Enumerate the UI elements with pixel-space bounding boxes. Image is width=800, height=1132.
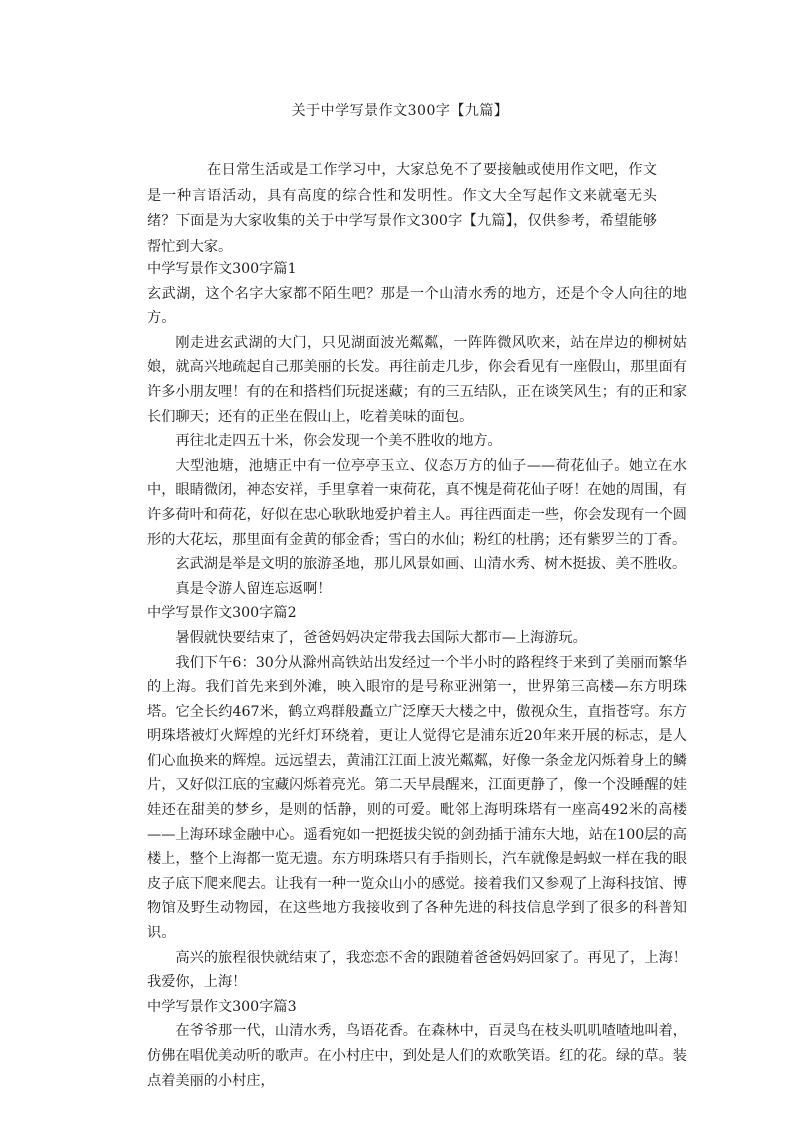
section-paragraph: 刚走进玄武湖的大门，只见湖面波光粼粼，一阵阵微风吹来，站在岸边的柳树姑娘，就高兴地疏起自己那美丽的长发。再往前走几步，你会看见有一座假山，那里面有许多小朋友哩！有的在和搭档们玩捉迷藏；有的三五结队，正在谈笑风生；有的正和家长们聊天；还有的正坐在假山上，吃着美味的面包。 bbox=[147, 334, 687, 425]
document-body bbox=[147, 257, 687, 1093]
section-paragraph: 玄武湖，这个名字大家都不陌生吧？那是一个山清水秀的地方，还是个令人向往的地方。 bbox=[147, 285, 687, 327]
intro-paragraph: 在日常生活或是工作学习中，大家总免不了要接触或使用作文吧，作文是一种言语活动，具有高度的综合性和发明性。作文大全写起作文来就毫无头绪？下面是为大家收集的关于中学写景作文300字【九篇】，仅供参考，希望能够帮忙到大家。 bbox=[147, 162, 657, 255]
document-title: 关于中学写景作文300字【九篇】 bbox=[291, 103, 509, 119]
section-paragraph: 玄武湖是举是文明的旅游圣地，那儿风景如画、山清水秀、树木挺拔、美不胜收。 bbox=[175, 556, 687, 573]
section-heading: 中学写景作文300字篇2 bbox=[147, 605, 297, 622]
section-paragraph: 高兴的旅程很快就结束了，我恋恋不舍的跟随着爸爸妈妈回家了。再见了，上海！我爱你，上海！ bbox=[147, 949, 687, 991]
section-paragraph: 我们下午6：30分从滁州高铁站出发经过一个半小时的路程终于来到了美丽而繁华的上海。我们首先来到外滩，映入眼帘的是号称亚洲第一，世界第三高楼—东方明珠塔。它全长约467米，鹤立鸡群般矗立广泛摩天大楼之中，傲视众生，直指苍穹。东方明珠塔被灯火辉煌的光纤灯环绕着，更让人觉得它是浦东近20年来开展的标志，是人们心血换来的辉煌。远远望去，黄浦江江面上波光粼粼，好像一条金龙闪烁着身上的鳞片，又好似江底的宝藏闪烁着亮光。第二天早晨醒来，江面更静了，像一个没睡醒的娃娃还在甜美的梦乡，是则的恬静，则的可爱。毗邻上海明珠塔有一座高492米的高楼——上海环球金融中心。遥看宛如一把挺拔尖锐的剑劲插于浦东大地，站在100层的高楼上，整个上海都一览无遗。东方明珠塔只有手指则长，汽车就像是蚂蚁一样在我的眼皮子底下爬来爬去。让我有一种一览众山小的感觉。接着我们又参观了上海科技馆、博物馆及野生动物园，在这些地方我接收到了各种先进的科技信息学到了很多的科普知识。 bbox=[147, 654, 687, 942]
section-heading: 中学写景作文300字篇3 bbox=[147, 998, 297, 1015]
section-paragraph: 再往北走四五十米，你会发现一个美不胜收的地方。 bbox=[175, 433, 502, 450]
section-paragraph: 暑假就快要结束了，爸爸妈妈决定带我去国际大都市—上海游玩。 bbox=[175, 629, 587, 646]
section-paragraph: 真是令游人留连忘返啊！ bbox=[175, 580, 332, 597]
section-paragraph: 在爷爷那一代，山清水秀，鸟语花香。在森林中，百灵鸟在枝头叽叽喳喳地叫着，仿佛在唱优美动听的歌声。在小村庄中，到处是人们的欢歌笑语。红的花。绿的草。装点着美丽的小村庄， bbox=[147, 1023, 687, 1089]
section-heading: 中学写景作文300字篇1 bbox=[147, 261, 297, 277]
section-paragraph: 大型池塘，池塘正中有一位亭亭玉立、仪态万方的仙子——荷花仙子。她立在水中，眼睛微闭，神态安祥，手里拿着一束荷花，真不愧是荷花仙子呀！在她的周围，有许多荷叶和荷花，好似在忠心耿耿地爱护着主人。再往西面走一些，你会发现有一个圆形的大花坛，那里面有金黄的郁金香；雪白的水仙；粉红的杜鹃；还有紫罗兰的丁香。 bbox=[147, 457, 687, 548]
